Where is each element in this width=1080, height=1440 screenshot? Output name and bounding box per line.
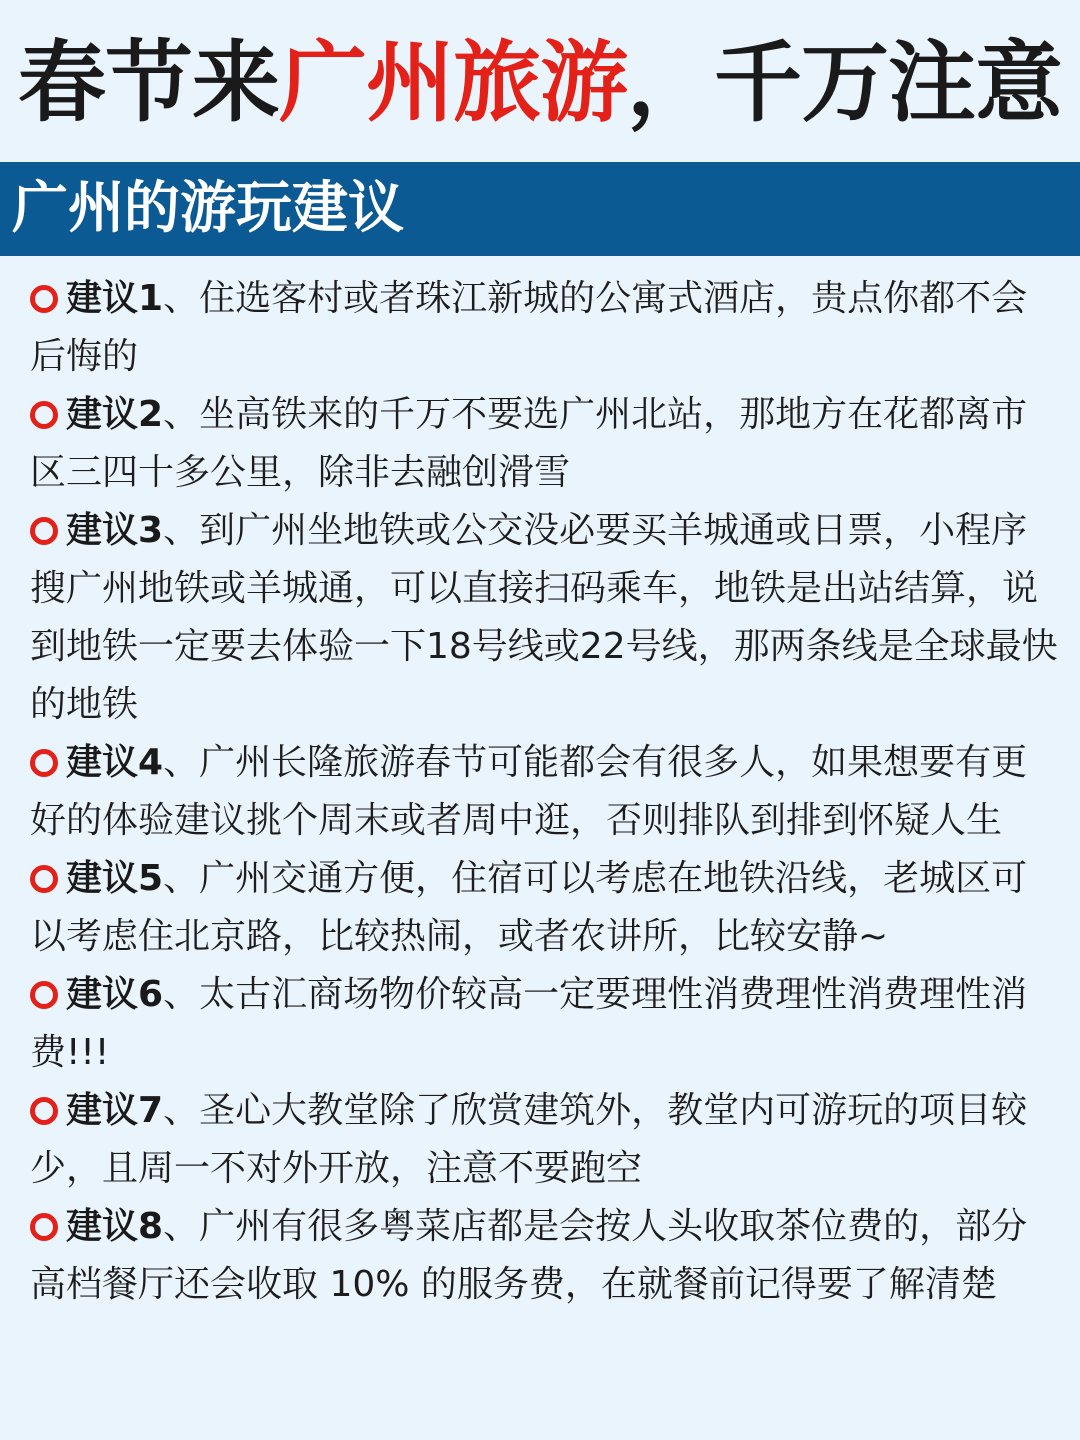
tips-list (30, 270, 1062, 1314)
section-banner (0, 162, 1080, 256)
tip-item (30, 966, 1062, 1082)
tip-text: 、到广州坐地铁或公交没必要买羊城通或日票，小程序搜广州地铁或羊城通，可以直接扫码乘车，地铁是出站结算，说到地铁一定要去体验一下18号线或22号线，那两条线是全球最快的地铁 (30, 510, 1058, 725)
tip-label: 建议8 (66, 1206, 164, 1247)
tip-text: 、广州长隆旅游春节可能都会有很多人，如果想要有更好的体验建议挑个周末或者周中逛，否则排队到排到怀疑人生 (30, 742, 1028, 841)
page-title (0, 14, 1080, 152)
tip-label: 建议1 (66, 278, 164, 319)
tip-item (30, 734, 1062, 850)
circle-icon (30, 285, 58, 313)
tip-text: 、太古汇商场物价较高一定要理性消费理性消费理性消费!!! (30, 974, 1028, 1073)
tip-label: 建议3 (66, 510, 164, 551)
tip-item (30, 270, 1062, 386)
circle-icon (30, 401, 58, 429)
section-heading: 广州的游玩建议 (12, 176, 404, 241)
circle-icon (30, 517, 58, 545)
tip-label: 建议2 (66, 394, 164, 435)
tip-label: 建议6 (66, 974, 164, 1015)
tip-text: 、住选客村或者珠江新城的公寓式酒店，贵点你都不会后悔的 (30, 278, 1028, 377)
title-highlight: 广州旅游 (278, 31, 627, 134)
circle-icon (30, 1213, 58, 1241)
circle-icon (30, 865, 58, 893)
tip-text: 、圣心大教堂除了欣赏建筑外，教堂内可游玩的项目较少，且周一不对外开放，注意不要跑空 (30, 1090, 1028, 1189)
tip-text: 、坐高铁来的千万不要选广州北站，那地方在花都离市区三四十多公里，除非去融创滑雪 (30, 394, 1028, 493)
title-part-3: ，千万注意 (627, 31, 1063, 134)
tip-label: 建议4 (66, 742, 164, 783)
tip-item (30, 386, 1062, 502)
circle-icon (30, 1097, 58, 1125)
tip-item (30, 1082, 1062, 1198)
tip-item (30, 850, 1062, 966)
tip-label: 建议7 (66, 1090, 164, 1131)
circle-icon (30, 981, 58, 1009)
circle-icon (30, 749, 58, 777)
tip-item (30, 1198, 1062, 1314)
tip-text: 、广州交通方便，住宿可以考虑在地铁沿线，老城区可以考虑住北京路，比较热闹，或者农讲所，比较安静~ (30, 858, 1028, 957)
title-part-1: 春节来 (17, 31, 279, 134)
tip-item (30, 502, 1062, 734)
tip-label: 建议5 (66, 858, 164, 899)
tip-text: 、广州有很多粤菜店都是会按人头收取茶位费的，部分高档餐厅还会收取 10% 的服务费，在就餐前记得要了解清楚 (30, 1206, 1028, 1305)
